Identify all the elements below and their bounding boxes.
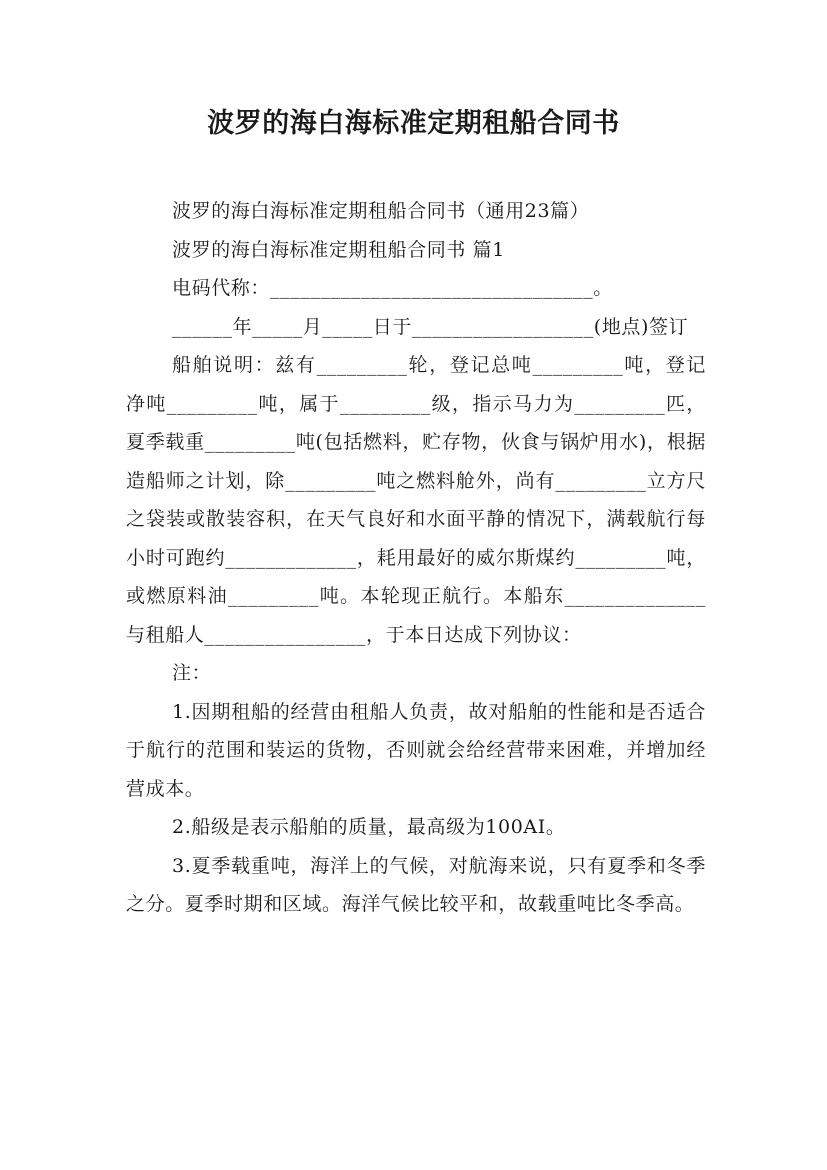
subtitle-paragraph: 波罗的海白海标准定期租船合同书（通用23篇）: [172, 200, 590, 222]
note-item-2: 2.船级是表示船舶的质量，最高级为100AI。: [172, 816, 566, 838]
note-heading: 注：: [172, 662, 212, 684]
section-heading: 波罗的海白海标准定期租船合同书 篇1: [172, 238, 505, 261]
vessel-description-paragraph: 船舶说明：兹有_________轮，登记总吨_________吨，登记净吨_________吨，属于_________级，指示马力为_________匹，夏季载重_________吨(包括燃料，贮存物，伙食与锅炉用水)，根据造船师之计划，除_________吨之燃料舱外，尚有_________立方尺之袋装或散装容积，在天气良好和水面平静的情况下，满载航行每小时可跑约_____________，耗用最好的威尔斯煤约_________吨，或燃原料油_________吨。本轮现正航行。本船东______________与租船人________________，于本日达成下列协议：: [126, 354, 706, 646]
note-item-1: 1.因期租船的经营由租船人负责，故对船舶的性能和是否适合于航行的范围和装运的货物，否则就会给经营带来困难，并增加经营成本。: [126, 700, 706, 800]
telegram-code-line: 电码代称：________________________________。: [172, 277, 613, 299]
signing-date-place-line: ______年_____月_____日于__________________(地点)签订: [172, 315, 689, 338]
note-item-3: 3.夏季载重吨，海洋上的气候，对航海来说，只有夏季和冬季之分。夏季时期和区域。海洋气候比较平和，故载重吨比冬季高。: [126, 854, 706, 915]
document-title: 波罗的海白海标准定期租船合同书: [207, 108, 620, 139]
document-body: [126, 192, 706, 924]
